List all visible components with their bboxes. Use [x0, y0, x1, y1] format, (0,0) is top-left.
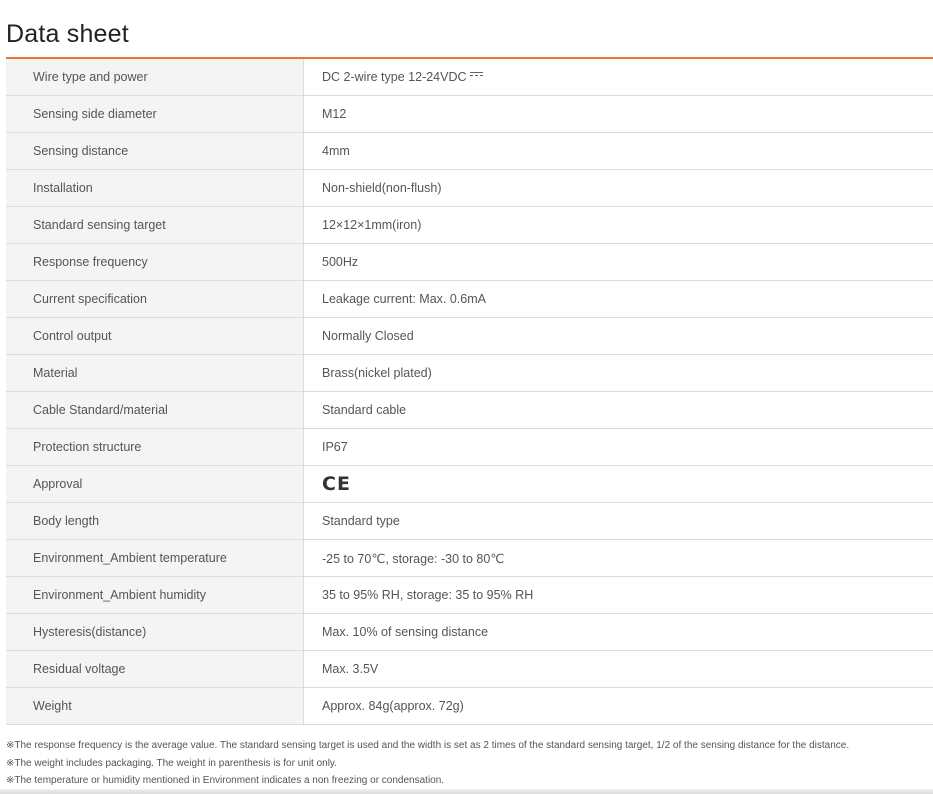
spec-label: Current specification: [6, 281, 304, 318]
spec-value: -25 to 70℃, storage: -30 to 80℃: [304, 540, 933, 577]
spec-label: Protection structure: [6, 429, 304, 466]
footnote: ※The response frequency is the average value. The standard sensing target is used and the width is set as 2 times of the standard sensing target, 1/2 of the sensing distance for the distance.: [6, 740, 850, 751]
table-row: [6, 244, 933, 281]
spec-value: M12: [304, 96, 933, 133]
footnote: ※The weight includes packaging. The weight in parenthesis is for unit only.: [6, 757, 337, 769]
table-row: [6, 651, 933, 688]
table-row: [6, 170, 933, 207]
spec-label: Approval: [6, 466, 304, 503]
table-row: [6, 355, 933, 392]
spec-value: 500Hz: [304, 244, 933, 281]
ce-mark-icon: CE: [322, 472, 351, 495]
spec-value: Non-shield(non-flush): [304, 170, 933, 207]
spec-value: [304, 58, 933, 96]
spec-label: Residual voltage: [6, 651, 304, 688]
spec-value: Standard type: [304, 503, 933, 540]
table-row: [6, 392, 933, 429]
table-row: [6, 318, 933, 355]
table-row: [6, 466, 933, 503]
footnotes: [6, 737, 926, 790]
spec-label: Body length: [6, 503, 304, 540]
spec-value: 4mm: [304, 133, 933, 170]
spec-label: Wire type and power: [6, 58, 304, 96]
spec-label: Environment_Ambient temperature: [6, 540, 304, 577]
table-row: [6, 614, 933, 651]
dc-power-symbol-icon: [470, 72, 483, 78]
spec-label: Control output: [6, 318, 304, 355]
table-row: [6, 207, 933, 244]
spec-label: Response frequency: [6, 244, 304, 281]
spec-value: Max. 10% of sensing distance: [304, 614, 933, 651]
spec-value: Normally Closed: [304, 318, 933, 355]
spec-label: Weight: [6, 688, 304, 725]
spec-value: Approx. 84g(approx. 72g): [304, 688, 933, 725]
table-row: [6, 503, 933, 540]
table-row: [6, 688, 933, 725]
spec-label: Hysteresis(distance): [6, 614, 304, 651]
spec-label: Sensing distance: [6, 133, 304, 170]
page-title: Data sheet: [6, 19, 129, 48]
spec-label: Installation: [6, 170, 304, 207]
bottom-divider: [0, 789, 933, 794]
table-row: [6, 281, 933, 318]
data-sheet-table: [6, 57, 933, 725]
spec-value: Max. 3.5V: [304, 651, 933, 688]
spec-value: 35 to 95% RH, storage: 35 to 95% RH: [304, 577, 933, 614]
spec-value: Standard cable: [304, 392, 933, 429]
spec-value-text: DC 2-wire type 12-24VDC: [322, 70, 467, 84]
table-row: [6, 540, 933, 577]
spec-label: Cable Standard/material: [6, 392, 304, 429]
spec-value: [304, 466, 933, 503]
footnote: ※The temperature or humidity mentioned in Environment indicates a non freezing or condensation.: [6, 775, 445, 786]
spec-value: 12×12×1mm(iron): [304, 207, 933, 244]
spec-label: Standard sensing target: [6, 207, 304, 244]
spec-label: Environment_Ambient humidity: [6, 577, 304, 614]
table-row: [6, 133, 933, 170]
table-row: [6, 96, 933, 133]
table-row: [6, 429, 933, 466]
spec-label: Sensing side diameter: [6, 96, 304, 133]
spec-value: Leakage current: Max. 0.6mA: [304, 281, 933, 318]
table-row: [6, 577, 933, 614]
spec-label: Material: [6, 355, 304, 392]
spec-value: Brass(nickel plated): [304, 355, 933, 392]
spec-value: IP67: [304, 429, 933, 466]
table-row: [6, 58, 933, 96]
